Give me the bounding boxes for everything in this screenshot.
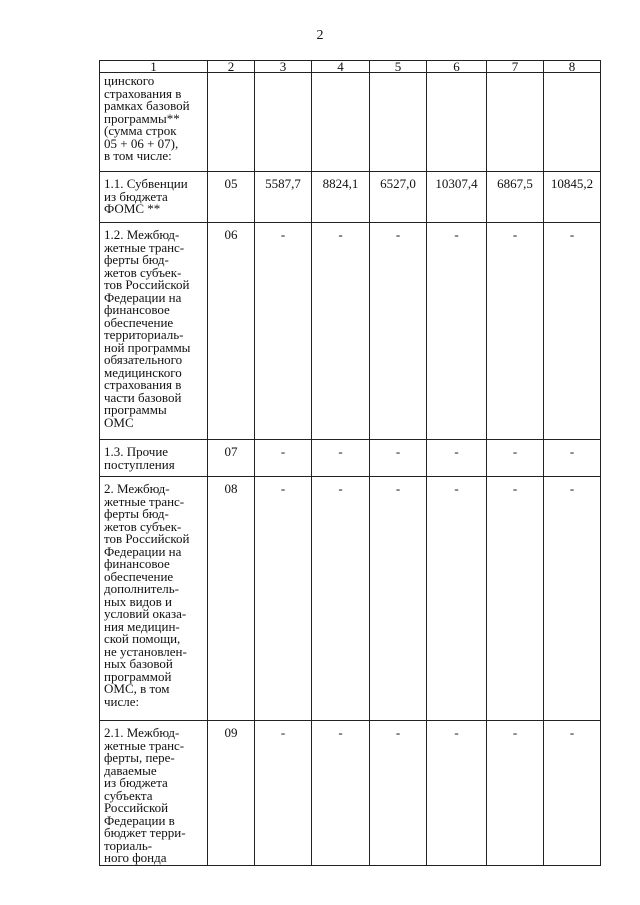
value-cell — [544, 73, 601, 172]
value-cell: 6527,0 — [370, 172, 427, 223]
row-label: 2. Межбюд- жетные транс- ферты бюд- жетов субъек- тов Российской Федерации на финансовое обеспечение дополнитель- ных видов и условий оказа- ния медицин- ской помощи, не установлен- ных базовой программой ОМС, в том числе: — [100, 477, 208, 721]
table-row — [100, 477, 601, 721]
value-cell: - — [370, 440, 427, 477]
value-cell — [312, 73, 370, 172]
value-cell: 6867,5 — [487, 172, 544, 223]
value-cell — [370, 73, 427, 172]
row-code: 05 — [208, 172, 255, 223]
row-label: 1.3. Прочие поступления — [100, 440, 208, 477]
value-cell: - — [544, 721, 601, 866]
row-label: цинского страхования в рамках базовой программы** (сумма строк 05 + 06 + 07), в том числе: — [100, 73, 208, 172]
value-cell: - — [544, 477, 601, 721]
row-code: 07 — [208, 440, 255, 477]
value-cell: - — [544, 440, 601, 477]
value-cell — [487, 73, 544, 172]
value-cell: - — [370, 721, 427, 866]
value-cell: - — [255, 721, 312, 866]
row-code: 06 — [208, 223, 255, 440]
header-cell: 4 — [312, 61, 370, 73]
value-cell — [427, 73, 487, 172]
value-cell: 5587,7 — [255, 172, 312, 223]
table-row — [100, 223, 601, 440]
header-cell: 6 — [427, 61, 487, 73]
value-cell: - — [312, 721, 370, 866]
value-cell: - — [312, 440, 370, 477]
row-label: 1.1. Субвенции из бюджета ФОМС ** — [100, 172, 208, 223]
value-cell: - — [255, 440, 312, 477]
header-cell: 7 — [487, 61, 544, 73]
value-cell: - — [255, 477, 312, 721]
row-label: 2.1. Межбюд- жетные транс- ферты, пере- даваемые из бюджета субъекта Российской Федерации в бюджет терри- ториаль- ного фонда — [100, 721, 208, 866]
value-cell: - — [312, 477, 370, 721]
value-cell: - — [427, 440, 487, 477]
header-cell: 5 — [370, 61, 427, 73]
header-cell: 2 — [208, 61, 255, 73]
value-cell: 10307,4 — [427, 172, 487, 223]
value-cell: - — [427, 721, 487, 866]
table-header-row — [100, 61, 601, 73]
header-cell: 8 — [544, 61, 601, 73]
table-row — [100, 73, 601, 172]
data-table — [99, 60, 601, 866]
value-cell: - — [312, 223, 370, 440]
row-code — [208, 73, 255, 172]
value-cell: - — [255, 223, 312, 440]
value-cell: - — [487, 223, 544, 440]
table-row — [100, 440, 601, 477]
header-cell: 3 — [255, 61, 312, 73]
table-row — [100, 721, 601, 866]
value-cell: - — [370, 223, 427, 440]
header-cell: 1 — [100, 61, 208, 73]
row-code: 08 — [208, 477, 255, 721]
value-cell: 10845,2 — [544, 172, 601, 223]
value-cell — [255, 73, 312, 172]
value-cell: - — [487, 477, 544, 721]
value-cell: - — [427, 223, 487, 440]
value-cell: 8824,1 — [312, 172, 370, 223]
page-number: 2 — [316, 28, 324, 43]
row-code: 09 — [208, 721, 255, 866]
value-cell: - — [487, 721, 544, 866]
value-cell: - — [544, 223, 601, 440]
value-cell: - — [370, 477, 427, 721]
value-cell: - — [427, 477, 487, 721]
row-label: 1.2. Межбюд- жетные транс- ферты бюд- жетов субъек- тов Российской Федерации на финансовое обеспечение территориаль- ной программы обязательного медицинского страхования в части базовой программы ОМС — [100, 223, 208, 440]
table-row — [100, 172, 601, 223]
value-cell: - — [487, 440, 544, 477]
